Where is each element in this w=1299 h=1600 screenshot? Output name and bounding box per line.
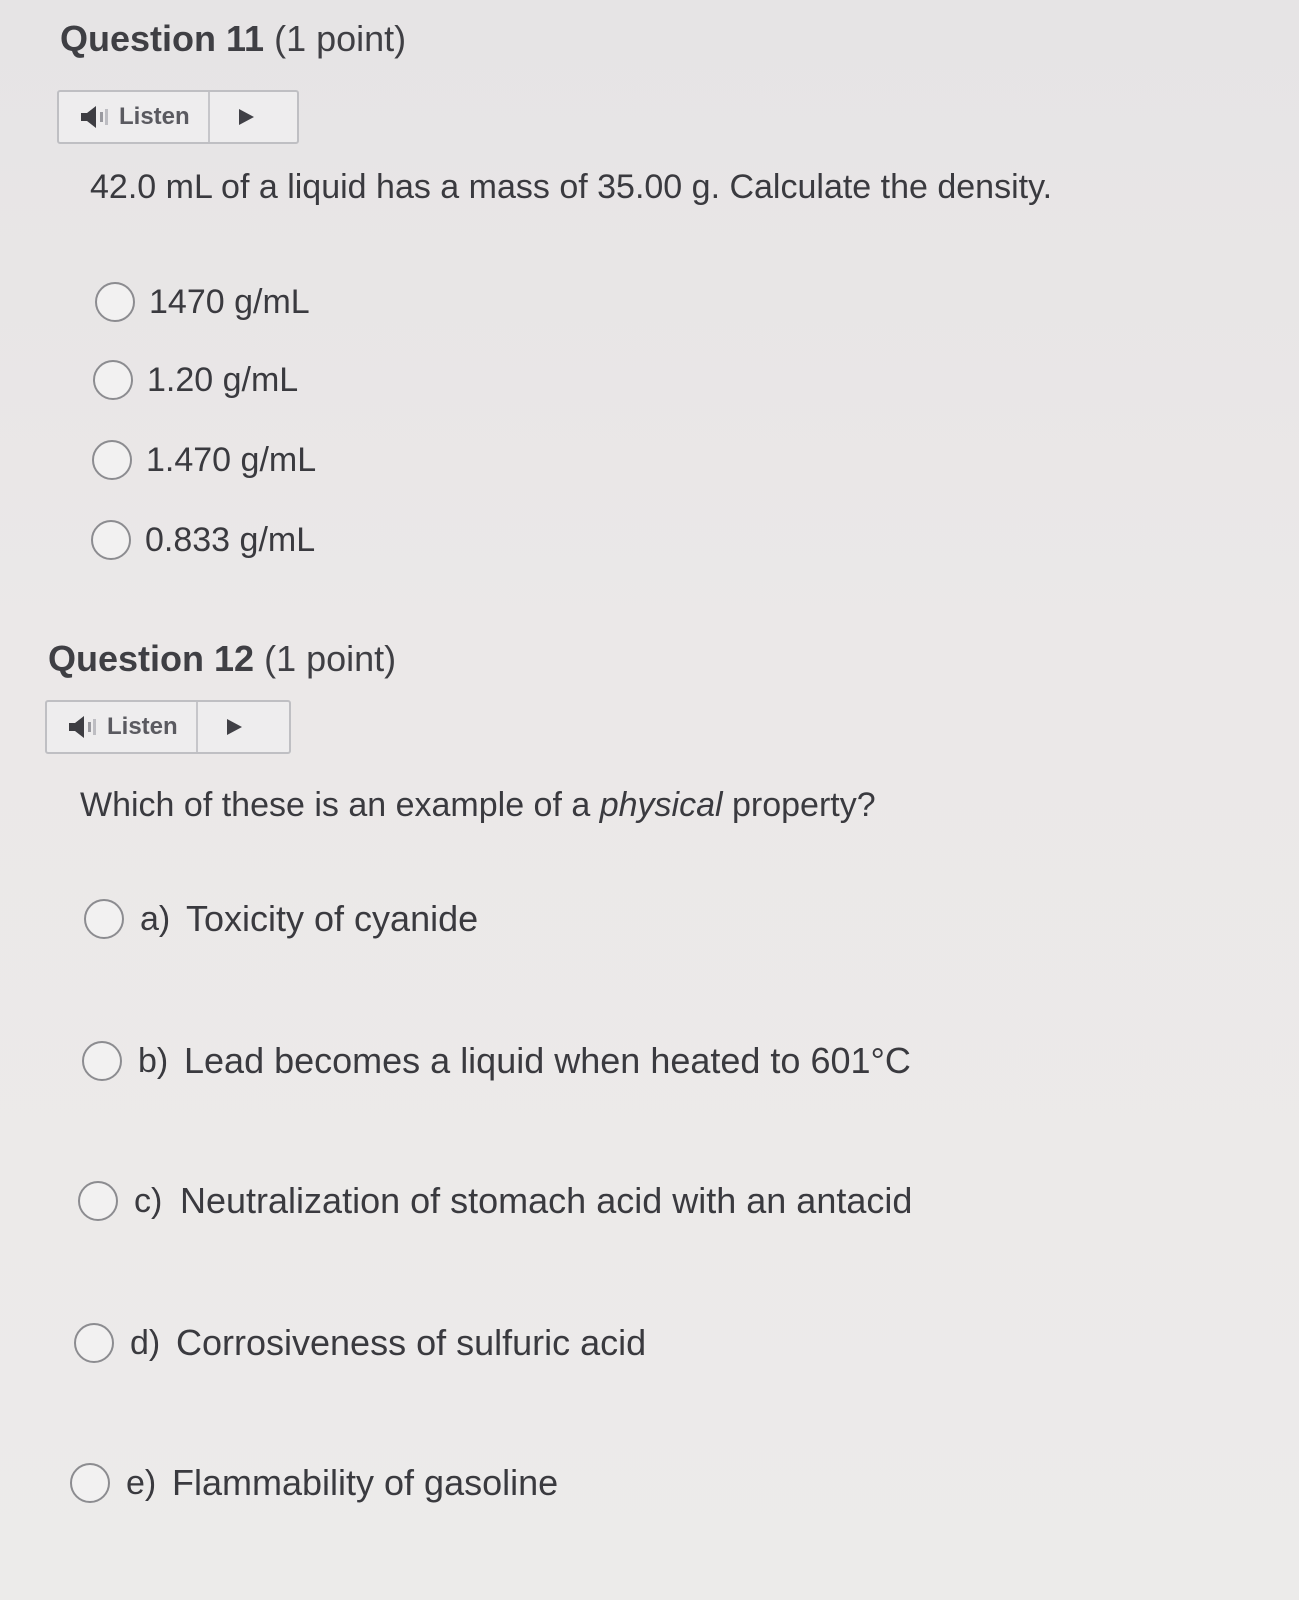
play-button[interactable] bbox=[198, 702, 270, 752]
option-letter: c) bbox=[134, 1181, 163, 1220]
question-points: (1 point) bbox=[264, 638, 397, 679]
radio-button[interactable] bbox=[95, 282, 135, 322]
prompt-text: Which of these is an example of a bbox=[80, 786, 600, 824]
option-label: Flammability of gasoline bbox=[172, 1462, 559, 1503]
answer-option[interactable] bbox=[91, 520, 315, 560]
radio-button[interactable] bbox=[91, 520, 131, 560]
question-points: (1 point) bbox=[274, 18, 407, 59]
answer-option-e[interactable] bbox=[70, 1462, 558, 1504]
option-label: Lead becomes a liquid when heated to 601°C bbox=[184, 1040, 911, 1081]
radio-button[interactable] bbox=[70, 1463, 110, 1503]
answer-option[interactable] bbox=[93, 360, 298, 400]
answer-option-b[interactable] bbox=[82, 1040, 911, 1082]
listen-button[interactable] bbox=[47, 702, 198, 752]
play-button[interactable] bbox=[210, 92, 282, 142]
radio-button[interactable] bbox=[78, 1181, 118, 1221]
option-label: 0.833 g/mL bbox=[145, 520, 316, 559]
option-label: Corrosiveness of sulfuric acid bbox=[176, 1322, 647, 1363]
option-label: 1470 g/mL bbox=[149, 282, 310, 321]
listen-label: Listen bbox=[119, 103, 190, 130]
prompt-text: property? bbox=[722, 786, 876, 824]
listen-button[interactable] bbox=[59, 92, 210, 142]
question-11-prompt: 42.0 mL of a liquid has a mass of 35.00 g. Calculate the density. bbox=[90, 168, 1053, 206]
radio-button[interactable] bbox=[92, 440, 132, 480]
answer-option[interactable] bbox=[92, 440, 316, 480]
answer-option-a[interactable] bbox=[84, 898, 478, 940]
question-number: Question 12 bbox=[48, 638, 255, 679]
question-11-title bbox=[60, 18, 406, 60]
radio-button[interactable] bbox=[82, 1041, 122, 1081]
option-label: 1.20 g/mL bbox=[147, 360, 299, 399]
answer-option-c[interactable] bbox=[78, 1180, 912, 1222]
radio-button[interactable] bbox=[74, 1323, 114, 1363]
radio-button[interactable] bbox=[84, 899, 124, 939]
speaker-icon bbox=[67, 714, 101, 740]
radio-button[interactable] bbox=[93, 360, 133, 400]
speaker-icon bbox=[79, 104, 113, 130]
answer-option[interactable] bbox=[95, 282, 310, 322]
option-label: 1.470 g/mL bbox=[146, 440, 317, 479]
option-letter: d) bbox=[130, 1323, 161, 1362]
play-icon bbox=[236, 107, 256, 127]
option-label: Toxicity of cyanide bbox=[186, 898, 479, 939]
listen-label: Listen bbox=[107, 713, 178, 740]
question-12-title bbox=[48, 638, 396, 680]
listen-control-q12 bbox=[45, 700, 291, 754]
option-letter: a) bbox=[140, 899, 171, 938]
question-12-prompt bbox=[80, 786, 876, 825]
option-label: Neutralization of stomach acid with an antacid bbox=[180, 1180, 913, 1221]
prompt-emphasis: physical bbox=[599, 786, 723, 824]
answer-option-d[interactable] bbox=[74, 1322, 646, 1364]
listen-control-q11 bbox=[57, 90, 299, 144]
play-icon bbox=[224, 717, 244, 737]
question-number: Question 11 bbox=[60, 18, 265, 59]
option-letter: e) bbox=[126, 1463, 157, 1502]
option-letter: b) bbox=[138, 1041, 169, 1080]
